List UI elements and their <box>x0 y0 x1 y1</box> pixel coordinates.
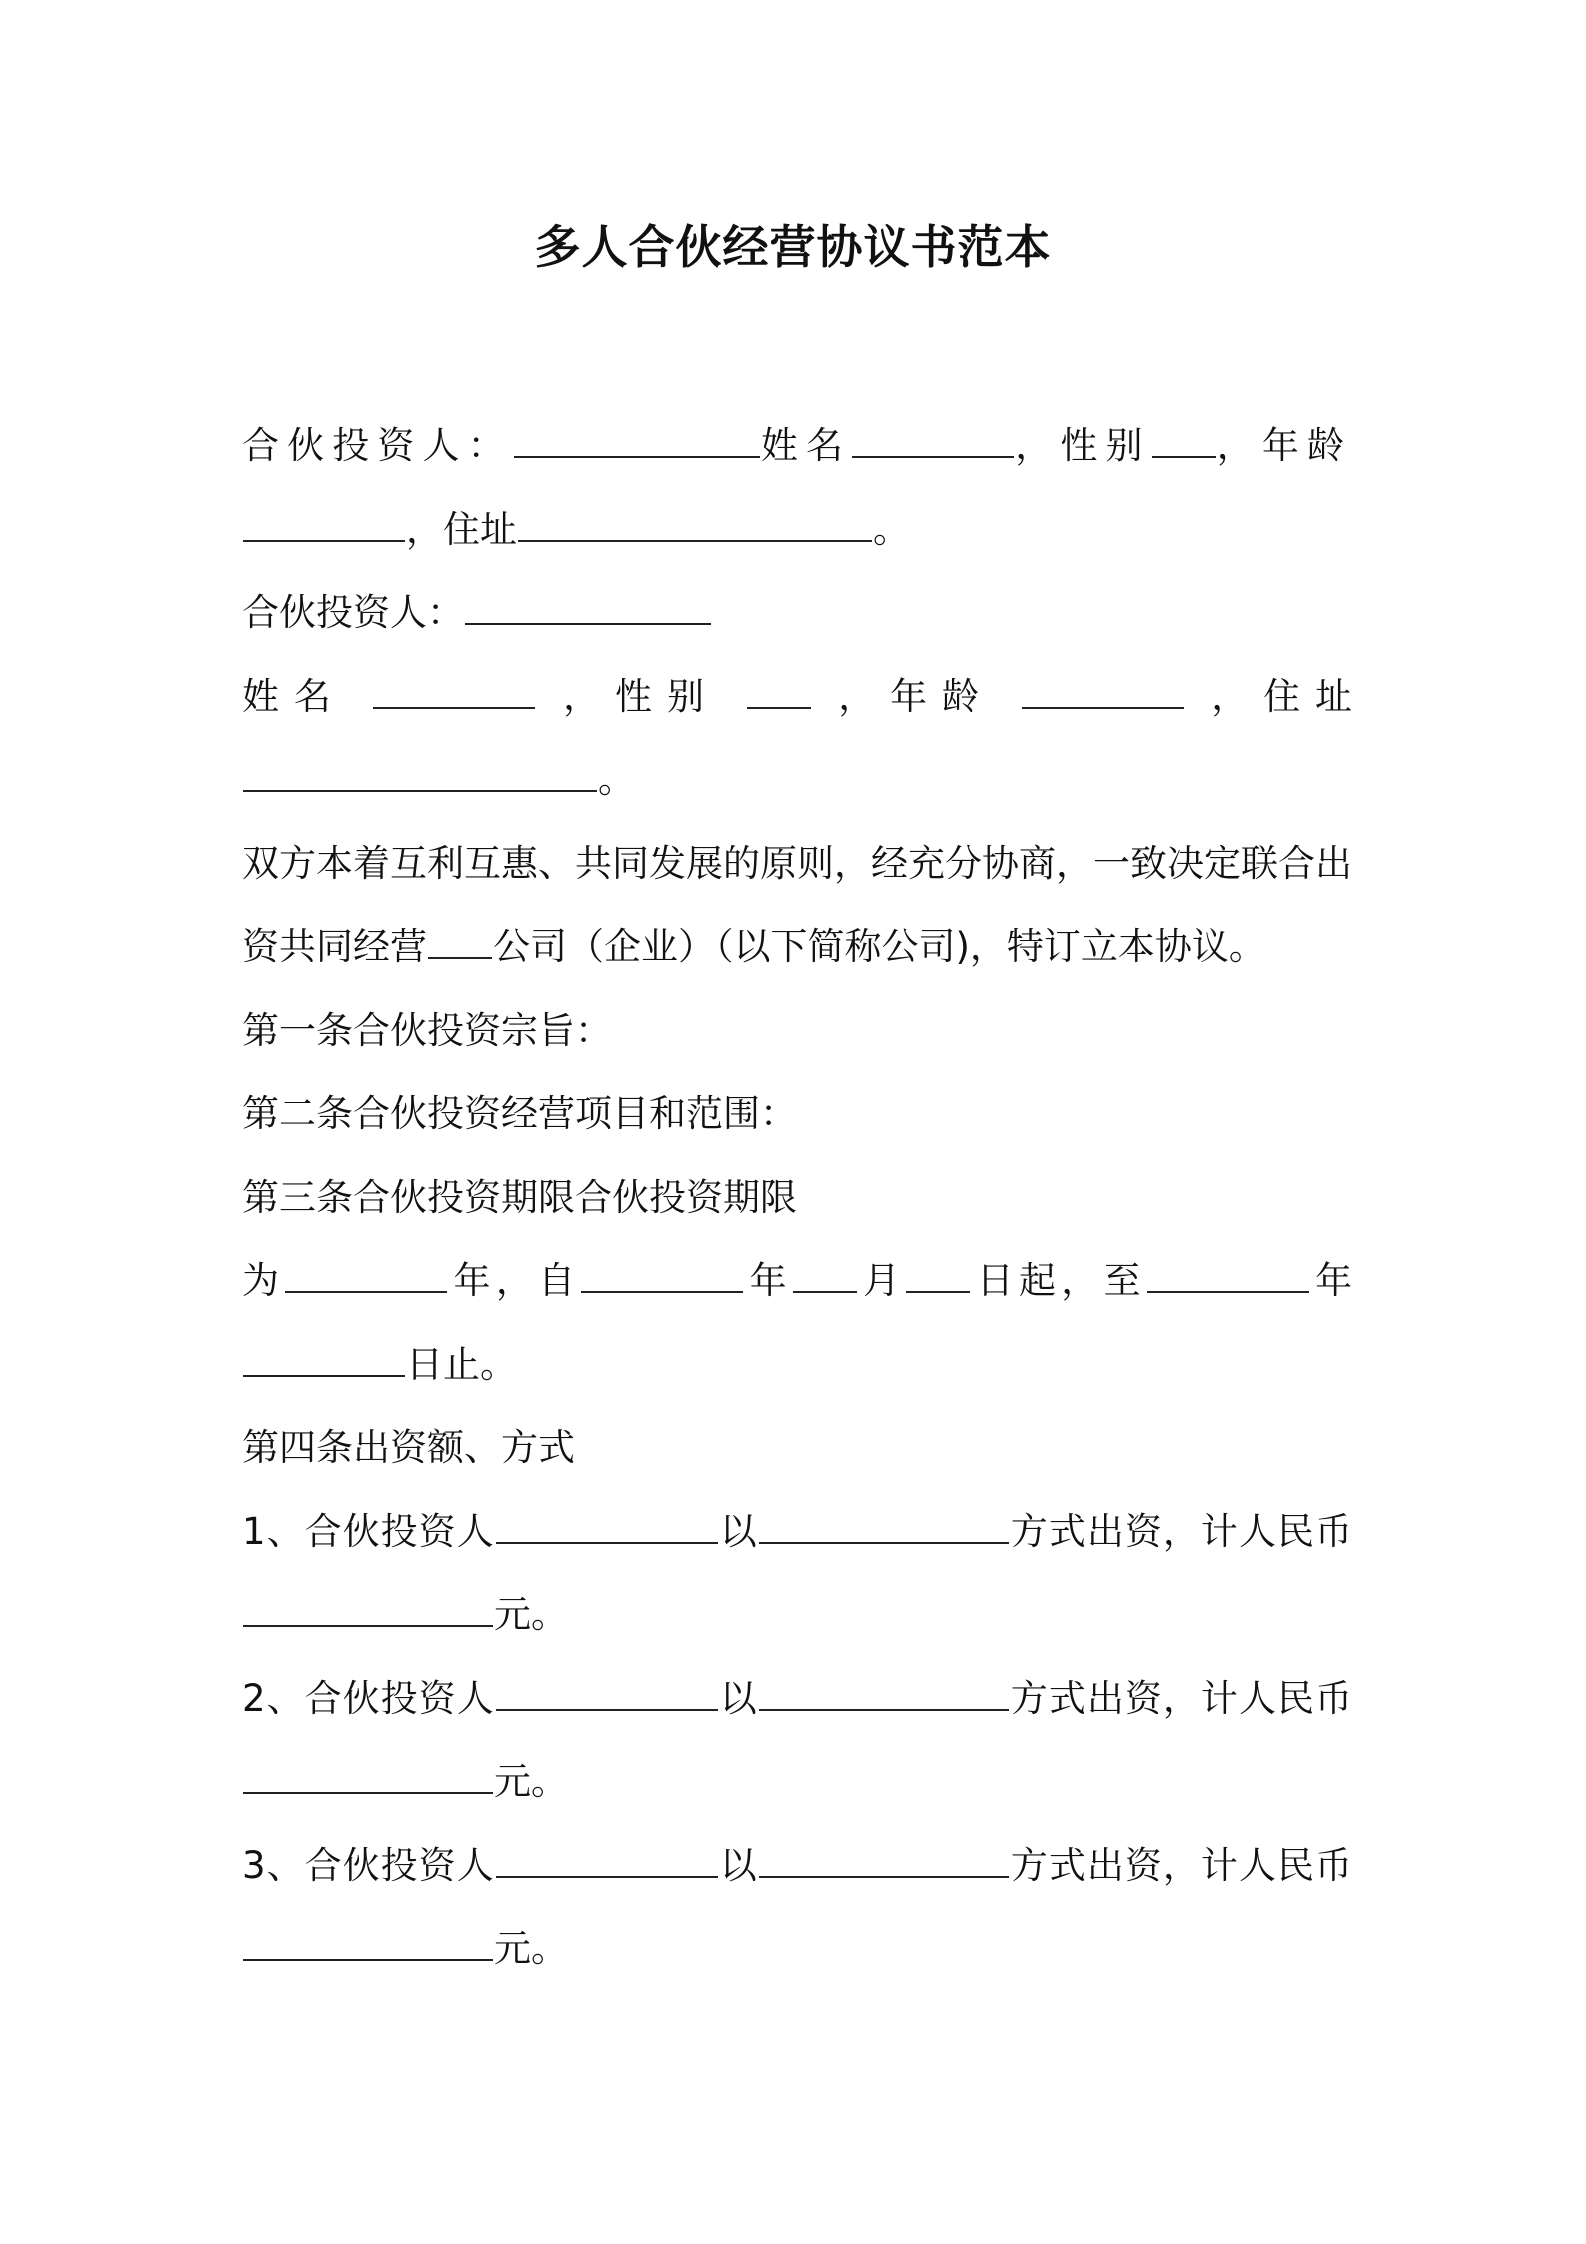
term-years-blank[interactable] <box>285 1261 447 1293</box>
contribution-2-amount-blank[interactable] <box>243 1762 493 1794</box>
partner1-line2 <box>242 488 1352 572</box>
page-title: 多人合伙经营协议书范本 <box>534 220 1052 274</box>
contribution-item-2 <box>242 1657 1352 1741</box>
partner2-address-blank[interactable] <box>243 760 597 792</box>
partner2-age-blank[interactable] <box>1022 677 1184 709</box>
partner1-blank[interactable] <box>514 426 760 458</box>
contribution-item-1 <box>242 1490 1352 1574</box>
partner1-label: 合伙投资人： <box>242 424 513 467</box>
partner1-name-blank[interactable] <box>852 426 1014 458</box>
end-year-blank[interactable] <box>1147 1261 1309 1293</box>
partner1-end: 。 <box>873 507 910 551</box>
contribution-1-yi: 以 <box>718 1509 758 1553</box>
contribution-item-2-amount <box>242 1740 1352 1824</box>
partner1-gender-blank[interactable] <box>1152 426 1216 458</box>
contribution-3-num: 3、合伙投资人 <box>242 1843 495 1887</box>
partner2-blank[interactable] <box>465 593 711 625</box>
article3-term-line <box>242 1239 1352 1323</box>
start-day-blank[interactable] <box>906 1261 970 1293</box>
contribution-item-3-amount <box>242 1907 1352 1991</box>
contribution-1-partner-blank[interactable] <box>496 1512 718 1544</box>
partner1-name-label: 姓名 <box>760 424 852 467</box>
article4-heading: 第四条出资额、方式 <box>242 1426 575 1469</box>
partner1-gender-label: ，性别 <box>1015 424 1151 467</box>
partner1-age-blank[interactable] <box>243 510 405 542</box>
partner2-label: 合伙投资人： <box>242 591 464 634</box>
contribution-2-yi: 以 <box>718 1676 758 1720</box>
contribution-3-yi: 以 <box>718 1843 758 1887</box>
contribution-3-mode-blank[interactable] <box>759 1846 1009 1878</box>
contribution-3-partner-blank[interactable] <box>496 1846 718 1878</box>
contribution-3-amount-blank[interactable] <box>243 1929 493 1961</box>
contribution-1-mode-blank[interactable] <box>759 1512 1009 1544</box>
article3-nian: 年，自 <box>448 1259 581 1302</box>
partner2-age-label: ，年龄 <box>838 674 994 718</box>
partner2-line3 <box>242 738 1352 822</box>
partner2-name-label: 姓名 <box>242 674 346 718</box>
article3-wei: 为 <box>242 1259 285 1302</box>
article3-nian3: 年 <box>1309 1259 1352 1302</box>
contribution-1-amount-blank[interactable] <box>243 1595 493 1627</box>
partner2-line2 <box>242 655 1352 739</box>
partner2-name-blank[interactable] <box>373 677 535 709</box>
article1-heading: 第一条合伙投资宗旨： <box>242 1008 612 1052</box>
contribution-1-mode: 方式出资，计人民币 <box>1009 1509 1352 1553</box>
contribution-1-yuan: 元。 <box>494 1593 568 1636</box>
partner2-end: 。 <box>598 758 635 801</box>
partner1-address-label: ，住址 <box>406 507 517 551</box>
article3-end: 日止。 <box>406 1342 517 1386</box>
intro-text-2b: 公司（企业）（以下简称公司)，特订立本协议。 <box>493 925 1266 968</box>
article3-end-line <box>242 1323 1352 1407</box>
contribution-2-yuan: 元。 <box>494 1760 568 1803</box>
company-name-blank[interactable] <box>428 927 492 959</box>
intro-text-2a: 资共同经营 <box>242 925 427 968</box>
partner1-address-blank[interactable] <box>518 510 872 542</box>
contribution-item-3 <box>242 1824 1352 1908</box>
intro-text-1: 双方本着互利互惠、共同发展的原则，经充分协商，一致决定联合出 <box>242 841 1352 885</box>
intro-line1 <box>242 822 1352 906</box>
contribution-1-num: 1、合伙投资人 <box>242 1509 495 1553</box>
partner2-gender-label: ，性别 <box>563 674 719 718</box>
partner1-age-label: ，年龄 <box>1216 424 1352 467</box>
contribution-2-mode: 方式出资，计人民币 <box>1009 1676 1352 1720</box>
contribution-3-mode: 方式出资，计人民币 <box>1009 1843 1352 1887</box>
article3-heading: 第三条合伙投资期限合伙投资期限 <box>242 1175 797 1219</box>
end-date-blank[interactable] <box>243 1345 405 1377</box>
article3-ri: 日起，至 <box>971 1259 1146 1302</box>
article3-yue: 月 <box>857 1259 906 1302</box>
contribution-2-partner-blank[interactable] <box>496 1679 718 1711</box>
start-month-blank[interactable] <box>793 1261 857 1293</box>
contribution-2-num: 2、合伙投资人 <box>242 1676 495 1720</box>
article3-nian2: 年 <box>744 1259 792 1302</box>
contribution-2-mode-blank[interactable] <box>759 1679 1009 1711</box>
article2-heading: 第二条合伙投资经营项目和范围： <box>242 1092 797 1135</box>
intro-line2 <box>242 905 1352 989</box>
partner2-gender-blank[interactable] <box>747 677 811 709</box>
partner2-address-label: ，住址 <box>1211 674 1352 718</box>
partner1-line1 <box>242 404 1352 488</box>
document-body <box>242 404 1352 1991</box>
partner2-line1 <box>242 571 1352 655</box>
contribution-3-yuan: 元。 <box>494 1927 568 1970</box>
contribution-item-1-amount <box>242 1573 1352 1657</box>
start-year-blank[interactable] <box>581 1261 743 1293</box>
